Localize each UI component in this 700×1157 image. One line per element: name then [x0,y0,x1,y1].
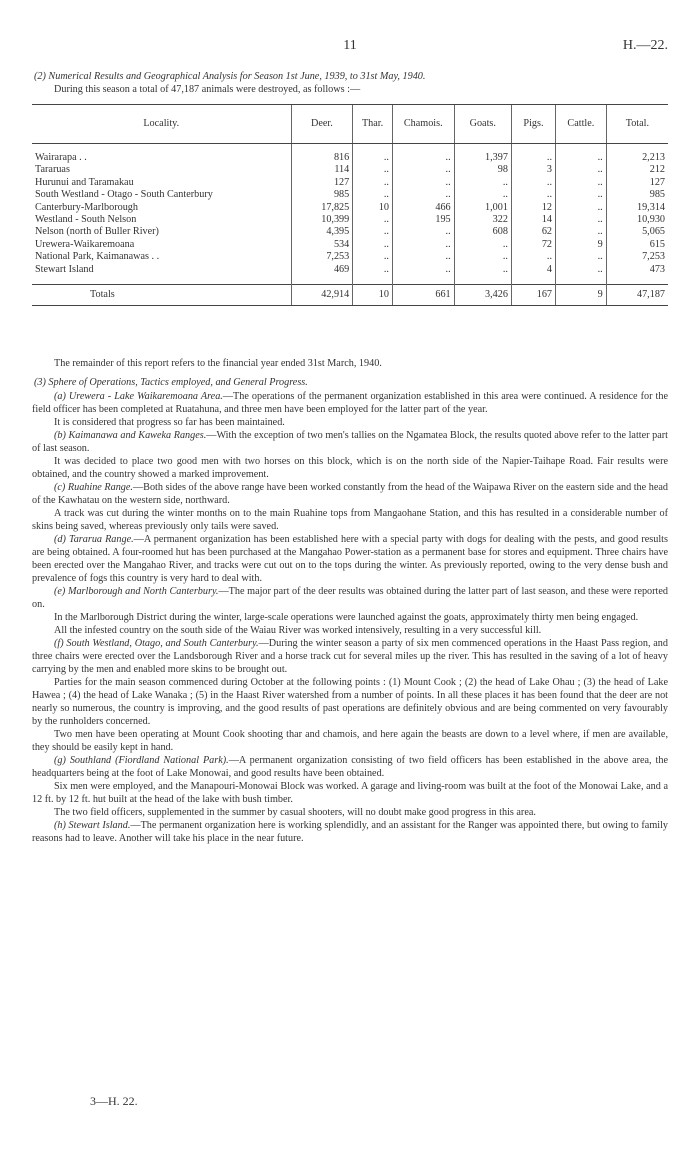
total-value: 47,187 [606,285,668,306]
body-paragraph [32,780,668,806]
value-cell: .. [392,251,454,263]
body-paragraph [32,676,668,728]
value-cell: .. [556,152,607,164]
value-cell: .. [353,226,393,238]
value-cell: 985 [291,189,353,201]
value-cell: 615 [606,239,668,251]
value-cell: .. [454,177,511,189]
column-header: Thar. [353,105,393,144]
value-cell: 14 [511,214,555,226]
value-cell: .. [353,239,393,251]
paragraph-text: —With the exception of two men's tallies on the Ngamatea Block, the results quoted above refer to the latter part of last season. [32,430,668,454]
total-value: 10 [353,285,393,306]
column-header: Locality. [32,105,291,144]
value-cell: 19,314 [606,202,668,214]
body-paragraph [32,806,668,819]
value-cell: .. [353,189,393,201]
value-cell: .. [511,152,555,164]
value-cell: .. [511,177,555,189]
paragraph-heading: (e) Marlborough and North Canterbury. [54,586,219,597]
locality-cell: National Park, Kaimanawas . . [35,251,160,263]
paragraph-text: The remainder of this report refers to the financial year ended 31st March, 1940. [54,358,382,369]
value-cell: 5,065 [606,226,668,238]
column-header: Cattle. [556,105,607,144]
value-cell: 1,001 [454,202,511,214]
totals-row [32,285,668,306]
value-cell: .. [392,164,454,176]
value-cell: .. [353,214,393,226]
table-row [32,152,668,164]
locality-cell: Hurunui and Taramakau [35,176,134,188]
value-cell: .. [556,251,607,263]
value-cell: 195 [392,214,454,226]
value-cell: .. [353,251,393,263]
paragraph-text: —A permanent organization has been established here with a special party with dogs for dealing with the pests, and good results are being obtained. A four-roomed hut has been purchased at the Mangahao Power-station as a permanent base for stores and equipment. Three chairs have been erected over the Mangahao River, and tracks were cut out on to the tops during the winter. As previously reported, owing to the very dense bush and prevalence of fogs this country is very hard to deal with. [32,534,668,584]
paragraph-text: —A permanent organization consisting of two field officers has been established in the above area, the headquarters being at the foot of Lake Monowai, and good results have been obtained. [32,755,668,779]
value-cell: .. [454,264,511,276]
locality-cell: Tararuas [35,164,70,176]
page-header [32,38,668,56]
body-paragraph [32,507,668,533]
table-row [32,264,668,276]
paragraph-heading: (b) Kaimanawa and Kaweka Ranges. [54,430,207,441]
value-cell: 7,253 [291,251,353,263]
table-row [32,226,668,238]
paragraph-heading: (g) Southland (Fiordland National Park). [54,755,229,766]
value-cell: .. [556,177,607,189]
paragraph-text: Two men have been operating at Mount Cook shooting thar and chamois, and here again the beasts are down to a level where, if men are available, they should be easily kept in hand. [32,729,668,753]
value-cell: 98 [454,164,511,176]
paragraph-text: It was decided to place two good men with two horses on this block, which is on the north side of the Napier-Taihape Road. Fair results were obtained, and the country showed a marked improvement. [32,456,668,480]
value-cell: 12 [511,202,555,214]
body-paragraph [32,728,668,754]
table-row [32,189,668,201]
value-cell: 2,213 [606,152,668,164]
body-paragraph [32,637,668,676]
value-cell: 473 [606,264,668,276]
total-value: 42,914 [291,285,353,306]
value-cell: .. [556,226,607,238]
value-cell: .. [511,251,555,263]
paragraph-text: The two field officers, supplemented in the summer by casual shooters, will no doubt make good progress in this area. [54,807,536,818]
paragraph-heading: (h) Stewart Island. [54,820,131,831]
value-cell: 10,930 [606,214,668,226]
column-header: Total. [606,105,668,144]
value-cell: 469 [291,264,353,276]
page-signature: 3—H. 22. [90,1094,138,1108]
table-row [32,239,668,251]
value-cell: 62 [511,226,555,238]
body-paragraph [32,611,668,624]
value-cell: .. [511,189,555,201]
paragraph-heading: (f) South Westland, Otago, and South Canterbury. [54,638,259,649]
value-cell: .. [353,177,393,189]
results-table [32,104,668,306]
paragraph-text: —During the winter season a party of six men commenced operations in the Haast Pass region, and three chairs were erected over the Landsborough River and a horse track cut for several miles up the river. This has resulted in the saving of a lot of heavy carrying by the men and enabled more skins to be brought out. [32,638,668,675]
value-cell: .. [454,189,511,201]
value-cell: 4 [511,264,555,276]
column-header: Pigs. [511,105,555,144]
section-intro: During this season a total of 47,187 animals were destroyed, as follows :— [54,84,361,95]
value-cell: .. [353,264,393,276]
value-cell: 3 [511,164,555,176]
value-cell: 985 [606,189,668,201]
value-cell: 1,397 [454,152,511,164]
value-cell: 114 [291,164,353,176]
value-cell: .. [392,152,454,164]
value-cell: .. [556,164,607,176]
body-paragraph [32,624,668,637]
value-cell: .. [392,239,454,251]
paragraph-text: —The major part of the deer results was obtained during the latter part of last season, and these were reported on. [32,586,668,610]
total-value: 167 [511,285,555,306]
value-cell: .. [353,152,393,164]
locality-cell: Wairarapa . . [35,152,87,163]
body-paragraph [32,416,668,429]
value-cell: 322 [454,214,511,226]
body-paragraph [32,357,668,370]
column-header: Deer. [291,105,353,144]
body-paragraph [32,390,668,416]
paragraph-text: All the infested country on the south side of the Waiau River was worked intensively, resulting in a very successful kill. [54,625,542,636]
total-value: 661 [392,285,454,306]
value-cell: .. [454,239,511,251]
paragraph-heading: (d) Tararua Range. [54,534,134,545]
table-row [32,164,668,176]
paragraph-text: Six men were employed, and the Manapouri-Monowai Block was worked. A garage and living-room was built at the foot of the Monowai Lake, and a 12 ft. by 12 ft. hut built at the head of the lake with bush timber. [32,781,668,805]
body-paragraph [32,481,668,507]
value-cell: 212 [606,164,668,176]
table-row [32,177,668,189]
body-paragraph [32,376,668,389]
value-cell: 10,399 [291,214,353,226]
body-paragraph [32,819,668,845]
value-cell: 10 [353,202,393,214]
page-number: 11 [343,38,357,53]
body-paragraph [32,429,668,455]
value-cell: 466 [392,202,454,214]
value-cell: .. [392,189,454,201]
paragraph-text: Parties for the main season commenced during October at the following points : (1) Mount Cook ; (2) the head of Lake Ohau ; (3) the head of Lake Hawea ; (4) the head of Lake Wanaka ; (5) in the Haast River watershed from a number of points. In all these places it has been found that the deer are not nearly so numerous, the country is improving, and the good results of past operations are definitely obvious and are being commented on very favourably by the runholders concerned. [32,677,668,727]
paragraph-text: A track was cut during the winter months on to the main Ruahine tops from Mangaohane Station, and this has resulted in a considerable number of skins being saved, whereas previously only tails were saved. [32,508,668,532]
body-paragraph [32,585,668,611]
paragraph-text: —The permanent organization here is working splendidly, and an assistant for the Ranger was appointed there, but owing to family reasons had to leave. Another will take his place in the near future. [32,820,668,844]
total-value: 9 [556,285,607,306]
value-cell: .. [556,214,607,226]
locality-cell: Canterbury-Marlborough [35,201,138,213]
value-cell: .. [454,251,511,263]
value-cell: 127 [606,177,668,189]
value-cell: 4,395 [291,226,353,238]
value-cell: .. [556,189,607,201]
table-row [32,251,668,263]
value-cell: .. [556,264,607,276]
paragraph-text: —The operations of the permanent organization established in this area were continued. A residence for the field officer has been completed at Ruatahuna, and three men have been employed for the latter part of the year. [32,391,668,415]
locality-cell: Westland - South Nelson [35,214,137,226]
paragraph-text: In the Marlborough District during the winter, large-scale operations were launched against the goats, approximately thirty men being engaged. [54,612,639,623]
value-cell: 127 [291,177,353,189]
value-cell: 72 [511,239,555,251]
table-row [32,214,668,226]
value-cell: 608 [454,226,511,238]
value-cell: 534 [291,239,353,251]
locality-cell: South Westland - Otago - South Canterbury [35,189,213,201]
section-heading: (2) Numerical Results and Geographical Analysis for Season 1st June, 1939, to 31st May, 1940. [34,71,426,82]
body-paragraph [32,533,668,585]
locality-cell: Urewera-Waikaremoana [35,238,135,250]
section-2 [32,70,668,96]
value-cell: .. [392,177,454,189]
value-cell: 7,253 [606,251,668,263]
paragraph-heading: (a) Urewera - Lake Waikaremoana Area. [54,391,223,402]
table-row [32,202,668,214]
value-cell: .. [392,264,454,276]
value-cell: .. [392,226,454,238]
table-body [32,144,668,306]
table-header-row [32,105,668,144]
total-value: 3,426 [454,285,511,306]
report-reference: H.—22. [622,38,668,53]
paragraph-text: It is considered that progress so far has been maintained. [54,417,285,428]
paragraph-text: —Both sides of the above range have been worked constantly from the head of the Waipawa River on the eastern side and the head of the Kawhatau on the western side, northward. [32,482,668,506]
value-cell: 9 [556,239,607,251]
report-body [32,357,668,845]
value-cell: 17,825 [291,202,353,214]
column-header: Goats. [454,105,511,144]
column-header: Chamois. [392,105,454,144]
totals-label: Totals [32,285,291,306]
body-paragraph [32,455,668,481]
paragraph-heading: (c) Ruahine Range. [54,482,133,493]
body-paragraph [32,754,668,780]
locality-cell: Stewart Island [35,263,94,275]
value-cell: 816 [291,152,353,164]
paragraph-heading: (3) Sphere of Operations, Tactics employed, and General Progress. [34,377,308,388]
locality-cell: Nelson (north of Buller River) [35,226,159,238]
value-cell: .. [556,202,607,214]
value-cell: .. [353,164,393,176]
